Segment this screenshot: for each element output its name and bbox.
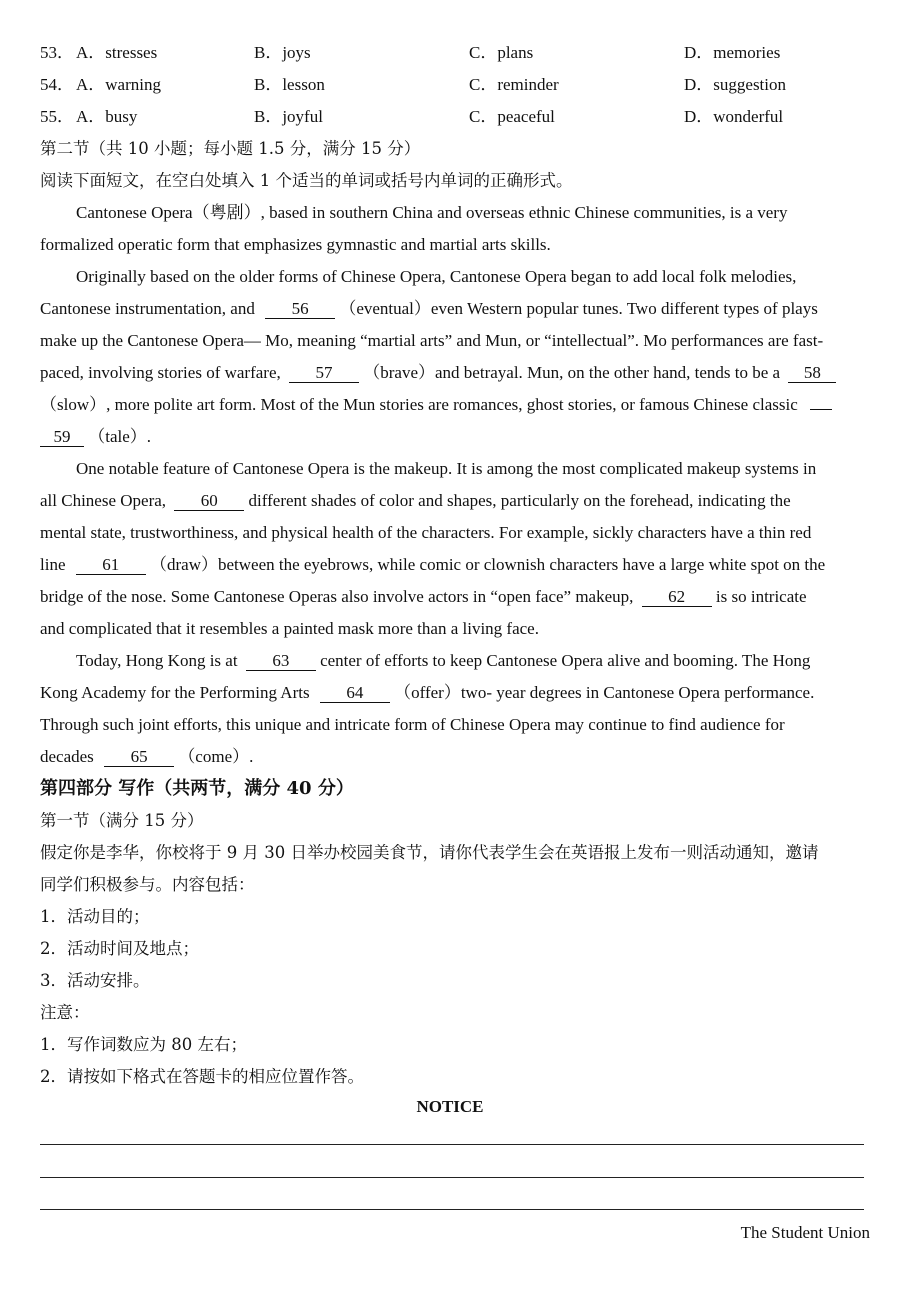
- passage-text: （come）.: [178, 747, 254, 766]
- passage-text: （tale）.: [88, 427, 152, 446]
- note-label: 注意：: [40, 1003, 90, 1022]
- question-55-options: [40, 106, 880, 128]
- passage-line: formalized operatic form that emphasizes gymnastic and martial arts skills.: [40, 235, 551, 254]
- passage-line: [40, 586, 807, 608]
- question-number: 55．: [40, 107, 74, 126]
- option-d: D．memories: [684, 43, 781, 62]
- blank-57: 57: [289, 364, 359, 383]
- passage-line: [40, 362, 836, 384]
- passage-text: paced, involving stories of warfare,: [40, 363, 281, 382]
- passage-text: （draw）between the eyebrows, while comic or clownish characters have a large white spot on the: [150, 555, 826, 574]
- note-item: 2．请按如下格式在答题卡的相应位置作答。: [40, 1067, 364, 1086]
- blank-62: 62: [642, 588, 712, 607]
- passage-line: mental state, trustworthiness, and physical health of the characters. For example, sickly characters have a thin red: [40, 523, 812, 542]
- part-4-section-1: 第一节（满分 15 分）: [40, 811, 204, 830]
- question-number: 54．: [40, 75, 74, 94]
- passage-text: decades: [40, 747, 94, 766]
- option-a: A．stresses: [76, 43, 158, 62]
- section-2-instruction: 阅读下面短文，在空白处填入 1 个适当的单词或括号内单词的正确形式。: [40, 171, 573, 190]
- signature: The Student Union: [740, 1223, 870, 1242]
- blank-59: 59: [40, 428, 84, 447]
- passage-line: [40, 394, 832, 416]
- blank-64: 64: [320, 684, 390, 703]
- answer-line: [40, 1144, 864, 1145]
- passage-text: is so intricate: [715, 587, 807, 606]
- passage-line: [40, 746, 253, 768]
- passage-text: line: [40, 555, 66, 574]
- option-d: D．wonderful: [684, 107, 784, 126]
- option-b: B．lesson: [254, 75, 325, 94]
- option-c: C．peaceful: [469, 107, 555, 126]
- option-a: A．warning: [76, 75, 161, 94]
- passage-text: Today, Hong Kong is at: [76, 651, 238, 670]
- question-53-options: [40, 42, 880, 64]
- passage-line: [40, 298, 818, 320]
- option-d: D．suggestion: [684, 75, 786, 94]
- content-item: 3．活动安排。: [40, 971, 150, 990]
- passage-text: （offer）two- year degrees in Cantonese Opera performance.: [394, 683, 815, 702]
- passage-text: different shades of color and shapes, particularly on the forehead, indicating the: [248, 491, 791, 510]
- notice-title: NOTICE: [416, 1097, 484, 1116]
- option-c: C．reminder: [469, 75, 559, 94]
- passage-line: Cantonese Opera（粤剧）, based in southern China and overseas ethnic Chinese communities, is a very: [76, 203, 788, 222]
- blank-63: 63: [246, 652, 316, 671]
- content-item: 1．活动目的；: [40, 907, 150, 926]
- blank-60: 60: [174, 492, 244, 511]
- passage-text: Cantonese instrumentation, and: [40, 299, 255, 318]
- passage-text: （slow）, more polite art form. Most of the Mun stories are romances, ghost stories, or famous Chinese classic: [40, 395, 798, 414]
- part-4-heading: 第四部分 写作（共两节，满分 40 分）: [40, 778, 354, 799]
- content-item: 2．活动时间及地点；: [40, 939, 199, 958]
- blank-65: 65: [104, 748, 174, 767]
- passage-line: make up the Cantonese Opera— Mo, meaning “martial arts” and Mun, or “intellectual”. Mo performances are fast-: [40, 331, 824, 350]
- writing-prompt-line: 假定你是李华，你校将于 9 月 30 日举办校园美食节，请你代表学生会在英语报上发布一则活动通知，邀请: [40, 843, 819, 862]
- option-b: B．joyful: [254, 107, 323, 126]
- passage-line: [40, 490, 791, 512]
- note-item: 1．写作词数应为 80 左右；: [40, 1035, 247, 1054]
- question-number: 53．: [40, 43, 74, 62]
- option-b: B．joys: [254, 43, 311, 62]
- blank-58: 58: [788, 364, 836, 383]
- passage-line: One notable feature of Cantonese Opera is the makeup. It is among the most complicated makeup systems in: [76, 459, 817, 478]
- passage-line: [40, 554, 825, 576]
- passage-line: [40, 426, 151, 448]
- blank-56: 56: [265, 300, 335, 319]
- passage-text: center of efforts to keep Cantonese Opera alive and booming. The Hong: [320, 651, 811, 670]
- passage-text: （eventual）even Western popular tunes. Two different types of plays: [339, 299, 818, 318]
- option-c: C．plans: [469, 43, 534, 62]
- passage-line: Through such joint efforts, this unique and intricate form of Chinese Opera may continue to find audience for: [40, 715, 785, 734]
- passage-text: bridge of the nose. Some Cantonese Operas also involve actors in “open face” makeup,: [40, 587, 634, 606]
- passage-text: （brave）and betrayal. Mun, on the other hand, tends to be a: [363, 363, 781, 382]
- question-54-options: [40, 74, 880, 96]
- answer-line: [40, 1177, 864, 1178]
- option-a: A．busy: [76, 107, 138, 126]
- passage-text: all Chinese Opera,: [40, 491, 167, 510]
- blank-61: 61: [76, 556, 146, 575]
- answer-line: [40, 1209, 864, 1210]
- section-2-heading: 第二节（共 10 小题；每小题 1.5 分，满分 15 分）: [40, 139, 421, 158]
- passage-text: Kong Academy for the Performing Arts: [40, 683, 310, 702]
- passage-line: [76, 650, 810, 672]
- writing-prompt-line: 同学们积极参与。内容包括：: [40, 875, 255, 894]
- passage-line: and complicated that it resembles a painted mask more than a living face.: [40, 619, 539, 638]
- blank-59-start: [810, 409, 832, 410]
- passage-line: [40, 682, 814, 704]
- passage-line: Originally based on the older forms of Chinese Opera, Cantonese Opera began to add local folk melodies,: [76, 267, 797, 286]
